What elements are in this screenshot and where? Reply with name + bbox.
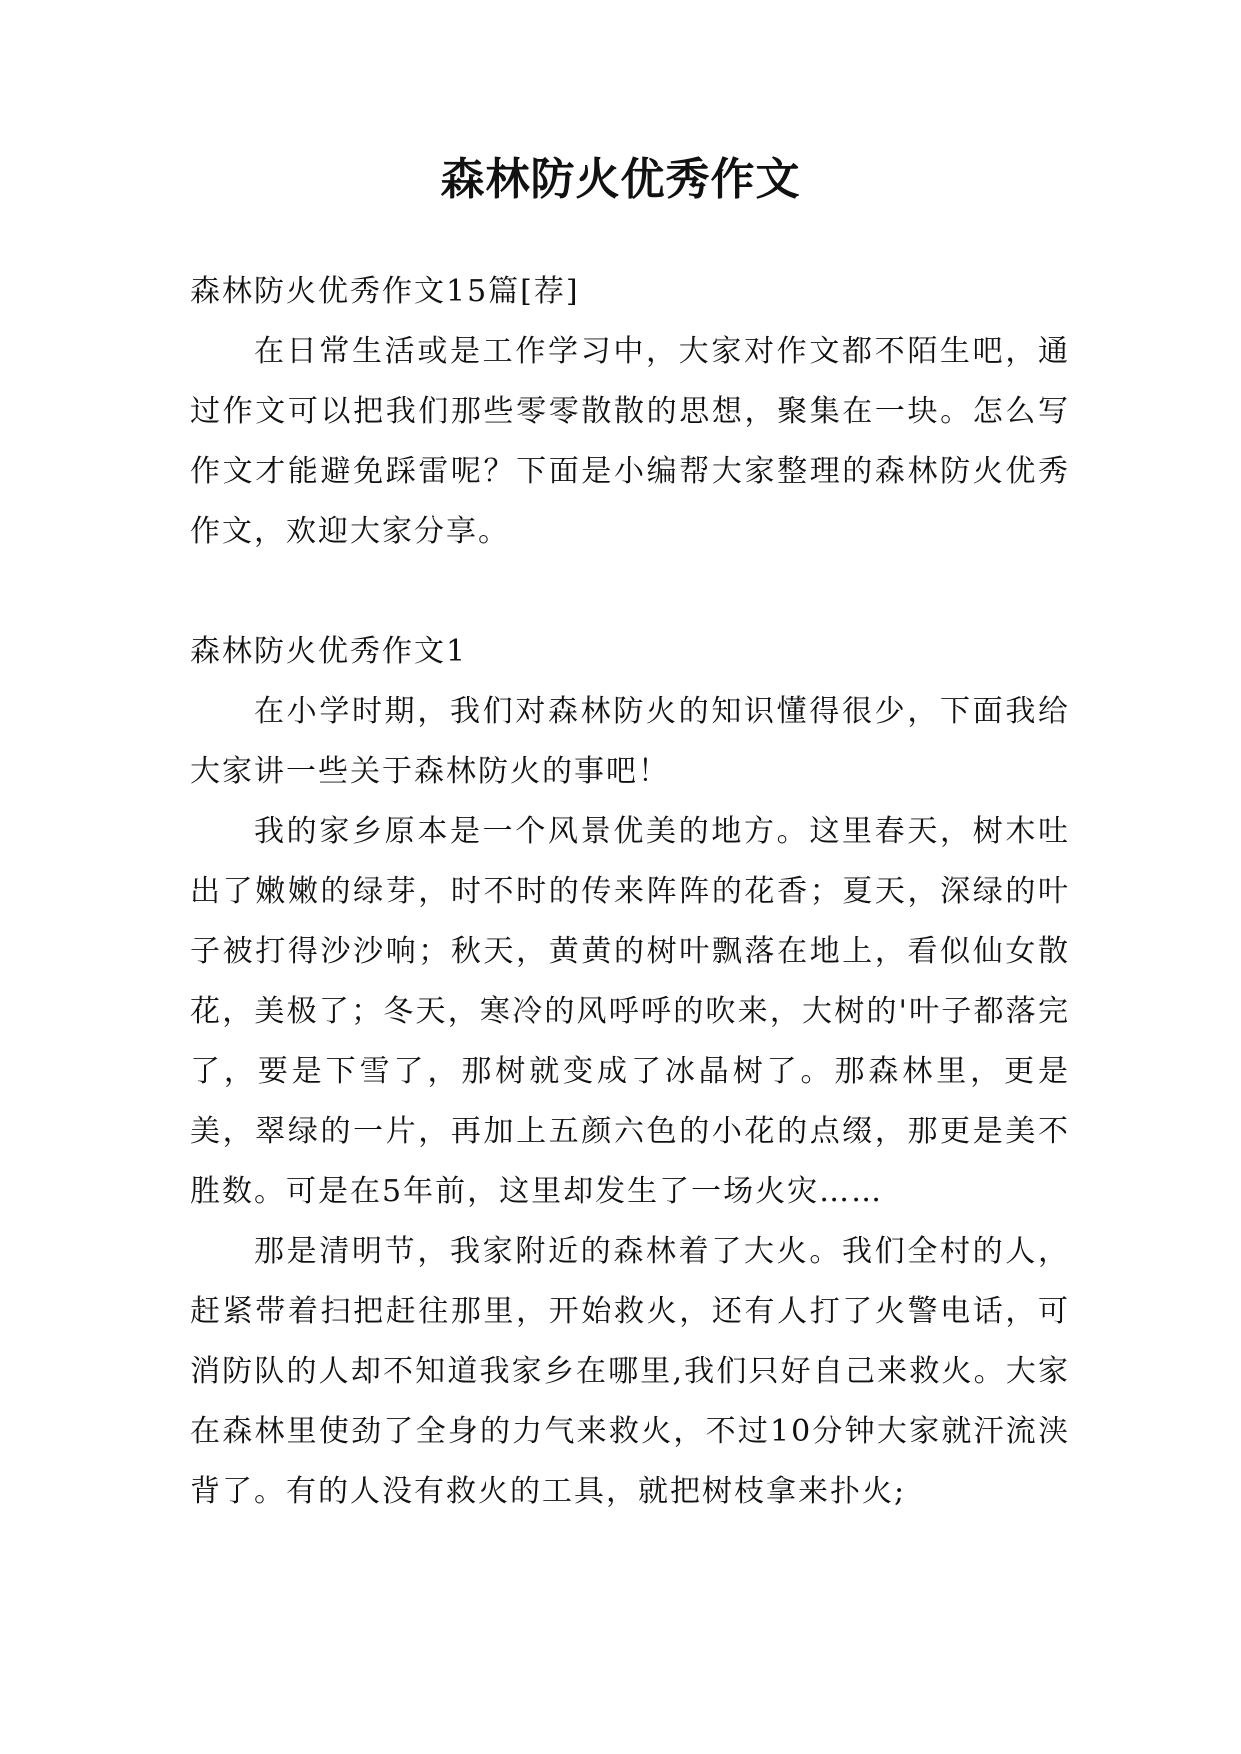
section-heading: 森林防火优秀作文1 [190, 634, 468, 669]
section-paragraph-2: 我的家乡原本是一个风景优美的地方。这里春天，树木吐出了嫩嫩的绿芽，时不时的传来阵阵的花香；夏天，深绿的叶子被打得沙沙响；秋天，黄黄的树叶飘落在地上，看似仙女散花，美极了；冬天，寒冷的风呼呼的吹来，大树的'叶子都落完了，要是下雪了，那树就变成了冰晶树了。那森林里，更是美，翠绿的一片，再加上五颜六色的小花的点缀，那更是美不胜数。可是在5年前，这里却发生了一场火灾…… [190, 814, 1070, 1209]
section-paragraph-3: 那是清明节，我家附近的森林着了大火。我们全村的人，赶紧带着扫把赶往那里，开始救火，还有人打了火警电话，可消防队的人却不知道我家乡在哪里,我们只好自己来救火。大家在森林里使劲了全身的力气来救火，不过10分钟大家就汗流浃背了。有的人没有救火的工具，就把树枝拿来扑火; [190, 1234, 1070, 1509]
section-paragraph-1: 在小学时期，我们对森林防火的知识懂得很少，下面我给大家讲一些关于森林防火的事吧！ [190, 694, 1070, 789]
document-subtitle: 森林防火优秀作文15篇[荐] [190, 274, 580, 309]
document-body [190, 262, 1070, 1522]
intro-paragraph: 在日常生活或是工作学习中，大家对作文都不陌生吧，通过作文可以把我们那些零零散散的思想，聚集在一块。怎么写作文才能避免踩雷呢？下面是小编帮大家整理的森林防火优秀作文，欢迎大家分享。 [190, 334, 1070, 549]
section-spacer [190, 562, 1070, 622]
document-title: 森林防火优秀作文 [440, 154, 801, 205]
